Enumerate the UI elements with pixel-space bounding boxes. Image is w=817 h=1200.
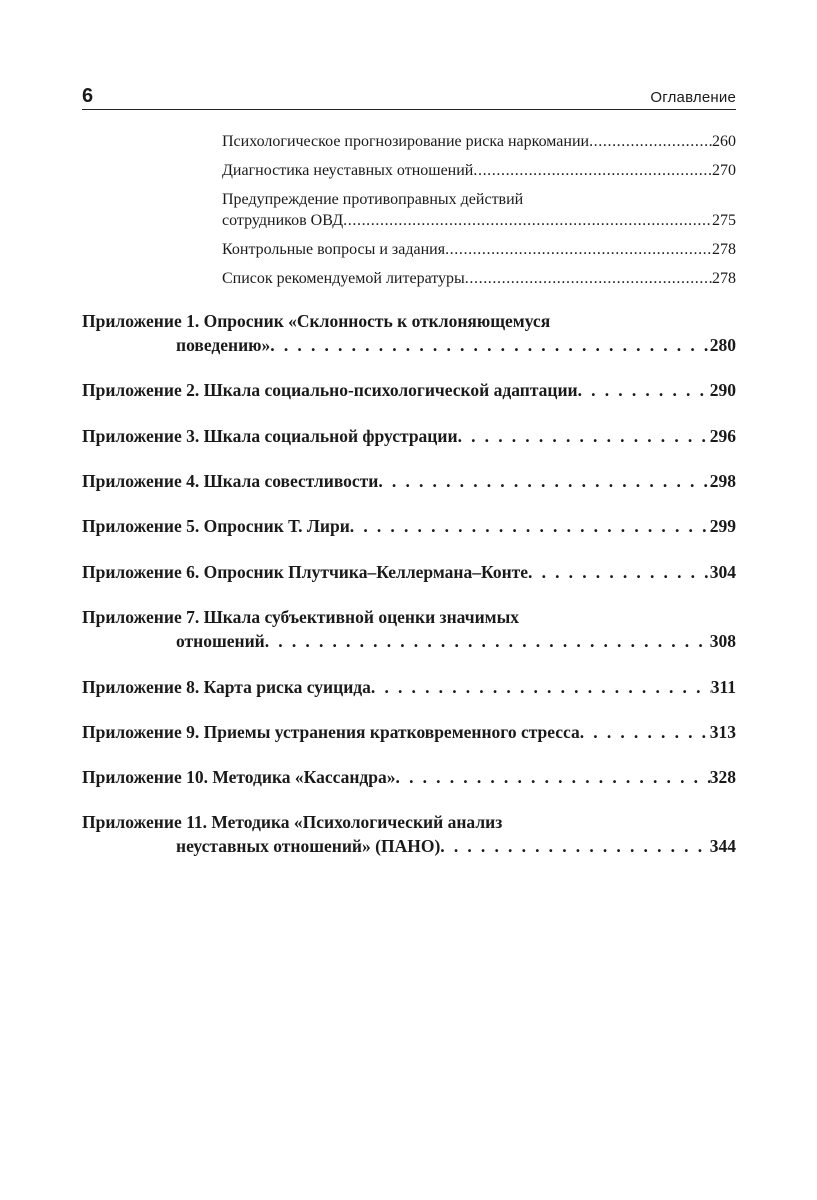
toc-entry-title: Диагностика неуставных отношений [222, 162, 474, 179]
toc-entry-page: 280 [709, 335, 736, 355]
dot-leader [445, 241, 712, 259]
toc-entry-title: сотрудников ОВД [222, 212, 344, 229]
toc-entry-page: 328 [709, 767, 736, 787]
toc-entry-page: 299 [709, 516, 736, 536]
toc-appendix-entry[interactable] [82, 767, 736, 787]
toc-entry-page: 308 [709, 631, 736, 651]
toc-entry-page: 278 [712, 241, 736, 258]
toc-entry-title: Приложение 8. Карта риска суицида [82, 677, 371, 697]
toc-entry-page: 313 [709, 722, 736, 742]
toc-appendix-entry[interactable] [176, 836, 736, 856]
dot-leader [378, 471, 709, 491]
toc-entry-title: Приложение 2. Шкала социально-психологической адаптации [82, 380, 578, 400]
toc-entry-title-line1: Приложение 1. Опросник «Склонность к отклоняющемуся [82, 311, 551, 331]
dot-leader [343, 212, 712, 230]
dot-leader [371, 677, 711, 697]
toc-subentry[interactable] [222, 270, 736, 288]
dot-leader [580, 722, 710, 742]
toc-entry-title: Приложение 10. Методика «Кассандра» [82, 767, 396, 787]
toc-appendix-entry[interactable] [82, 516, 736, 536]
toc-entry-title: Приложение 5. Опросник Т. Лири [82, 516, 350, 536]
toc-subentry[interactable] [222, 133, 736, 151]
toc-entry-title: Приложение 3. Шкала социальной фрустрации [82, 426, 458, 446]
toc-entry-page: 296 [709, 426, 736, 446]
dot-leader [440, 836, 709, 856]
toc-appendix-entry[interactable] [82, 677, 736, 697]
toc-entry-title: Список рекомендуемой литературы [222, 270, 465, 287]
toc-subentry[interactable] [222, 241, 736, 259]
running-head: Оглавление [650, 89, 736, 106]
toc-entry-page: 270 [712, 162, 736, 179]
toc-appendix-entry[interactable] [176, 631, 736, 651]
dot-leader [396, 767, 710, 787]
toc-appendix-entry[interactable] [82, 471, 736, 491]
toc-entry-page: 304 [709, 562, 736, 582]
toc-entry-title: отношений [176, 631, 265, 651]
toc-entry-title: Приложение 9. Приемы устранения кратковременного стресса [82, 722, 580, 742]
toc-entry-title: Психологическое прогнозирование риска наркомании [222, 133, 590, 150]
toc-entry-page: 275 [712, 212, 736, 229]
toc-entry-title: Приложение 6. Опросник Плутчика–Келлермана–Конте [82, 562, 529, 582]
dot-leader [578, 380, 710, 400]
dot-leader [265, 631, 710, 651]
dot-leader [473, 162, 712, 180]
dot-leader [465, 270, 712, 288]
toc-entry-page: 260 [712, 133, 736, 150]
toc-appendix-entry[interactable] [82, 380, 736, 400]
dot-leader [458, 426, 710, 446]
toc-entry-title-line1: Приложение 7. Шкала субъективной оценки значимых [82, 607, 519, 627]
toc-entry-page: 278 [712, 270, 736, 287]
toc-subentry[interactable] [222, 162, 736, 180]
toc-entry-title: Приложение 4. Шкала совестливости [82, 471, 379, 491]
toc-entry-page: 311 [710, 677, 736, 697]
toc-entry-title-line1: Предупреждение противоправных действий [222, 191, 524, 208]
toc-entry-title: неуставных отношений» (ПАНО) [176, 836, 441, 856]
dot-leader [350, 516, 710, 536]
toc-entry-page: 344 [709, 836, 736, 856]
dot-leader [528, 562, 710, 582]
dot-leader [270, 335, 709, 355]
toc-entry-title-line1: Приложение 11. Методика «Психологический анализ [82, 812, 503, 832]
dot-leader [589, 133, 712, 151]
toc-appendix-entry[interactable] [82, 426, 736, 446]
toc-entry-title: Контрольные вопросы и задания [222, 241, 446, 258]
toc-appendix-entry[interactable] [82, 722, 736, 742]
toc-entry-page: 290 [709, 380, 736, 400]
toc-appendix-entry[interactable] [82, 562, 736, 582]
toc-entry-page: 298 [709, 471, 736, 491]
toc-appendix-entry[interactable] [176, 335, 736, 355]
page-number: 6 [82, 85, 94, 107]
toc-subentry[interactable] [222, 212, 736, 230]
toc-entry-title: поведению» [176, 335, 271, 355]
